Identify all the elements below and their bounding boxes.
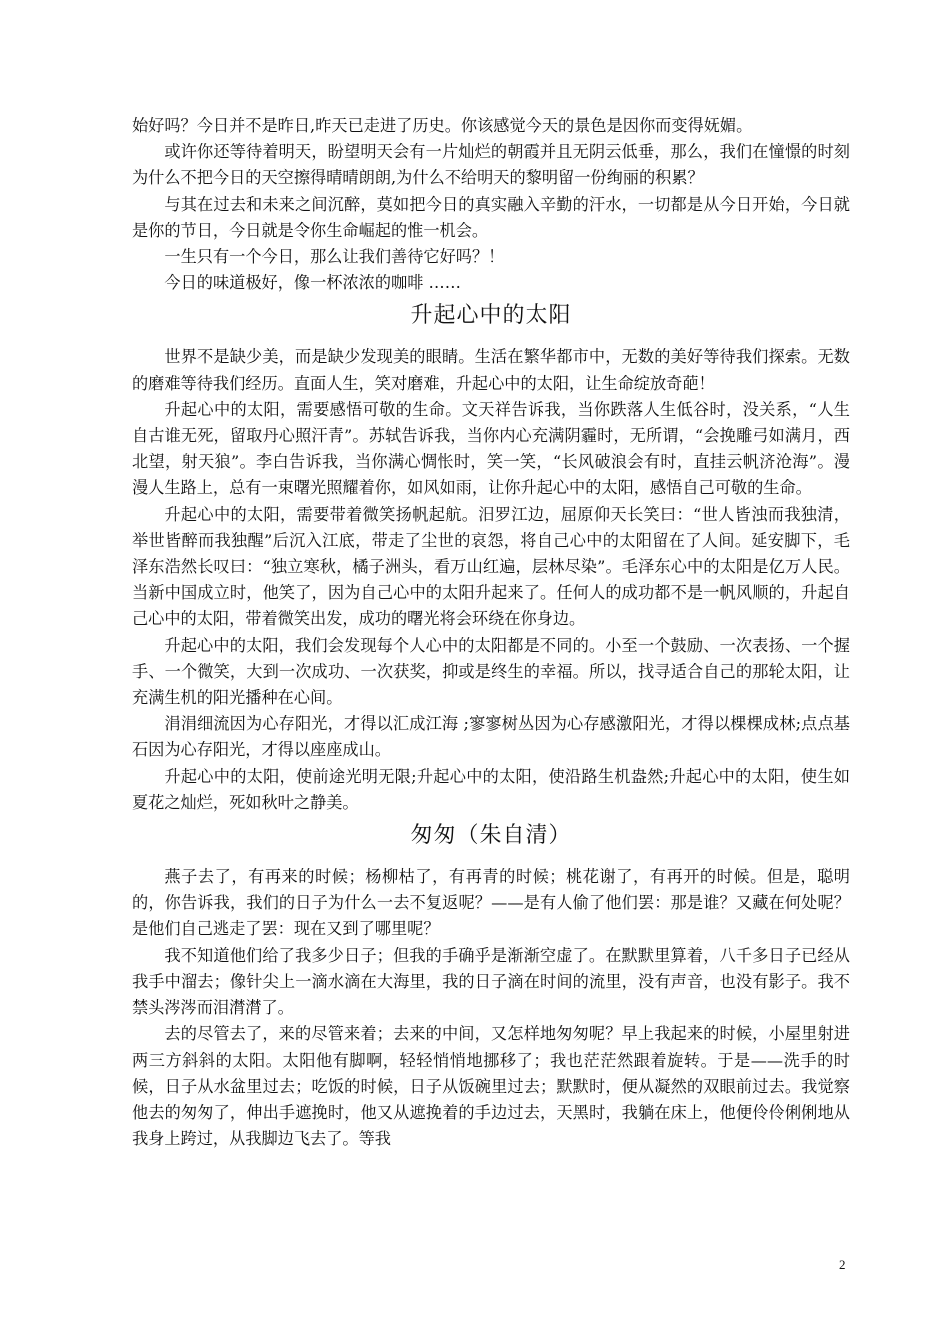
sun-paragraph-6: 升起心中的太阳，使前途光明无限;升起心中的太阳，使沿路生机盎然;升起心中的太阳，使生如夏花之灿烂，死如秋叶之静美。 bbox=[132, 766, 850, 812]
intro-paragraph-5: 今日的味道极好，像一杯浓浓的咖啡 …… bbox=[164, 273, 461, 293]
congcong-paragraph-2: 我不知道他们给了我多少日子；但我的手确乎是渐渐空虚了。在默默里算着，八千多日子已经从我手中溜去；像针尖上一滴水滴在大海里，我的日子滴在时间的流里，没有声音，也没有影子。我不禁头涔涔而泪潸潸了。 bbox=[132, 945, 850, 1018]
congcong-paragraph-1: 燕子去了，有再来的时候；杨柳枯了，有再青的时候；桃花谢了，有再开的时候。但是，聪明的，你告诉我，我们的日子为什么一去不复返呢？——是有人偷了他们罢：那是谁？又藏在何处呢？是他们自己逃走了罢：现在又到了哪里呢？ bbox=[132, 867, 850, 939]
page-number: 2 bbox=[839, 1257, 846, 1272]
congcong-paragraph-3: 去的尽管去了，来的尽管来着；去来的中间，又怎样地匆匆呢？早上我起来的时候，小屋里射进两三方斜斜的太阳。太阳他有脚啊，轻轻悄悄地挪移了；我也茫茫然跟着旋转。于是——洗手的时候，日子从水盆里过去；吃饭的时候，日子从饭碗里过去；默默时，便从凝然的双眼前过去。我觉察他去的匆匆了，伸出手遮挽时，他又从遮挽着的手边过去，天黑时，我躺在床上，他便伶伶俐俐地从我身上跨过，从我脚边飞去了。等我 bbox=[132, 1024, 850, 1149]
sun-paragraph-5: 涓涓细流因为心存阳光，才得以汇成江海 ;寥寥树丛因为心存感激阳光，才得以棵棵成林;点点基石因为心存阳光，才得以座座成山。 bbox=[132, 714, 850, 760]
sun-paragraph-3: 升起心中的太阳，需要带着微笑扬帆起航。汨罗江边，屈原仰天长笑曰：“世人皆浊而我独清，举世皆醉而我独醒”后沉入江底，带走了尘世的哀怨，将自己心中的太阳留在了人间。延安脚下，毛泽东浩然长叹曰：“独立寒秋，橘子洲头，看万山红遍，层林尽染”。毛泽东心中的太阳是亿万人民。当新中国成立时，他笑了，因为自己心中的太阳升起来了。任何人的成功都不是一帆风顺的，升起自己心中的太阳，带着微笑出发，成功的曙光将会环绕在你身边。 bbox=[132, 504, 850, 629]
sun-paragraph-2: 升起心中的太阳，需要感悟可敬的生命。文天祥告诉我，当你跌落人生低谷时，没关系，“人生自古谁无死，留取丹心照汗青”。苏轼告诉我，当你内心充满阴霾时，无所谓，“会挽雕弓如满月，西北望，射天狼”。李白告诉我，当你满心惆怅时，笑一笑，“长风破浪会有时，直挂云帆济沧海”。漫漫人生路上，总有一束曙光照耀着你，如风如雨，让你升起心中的太阳，感悟自己可敬的生命。 bbox=[132, 399, 850, 498]
sun-paragraph-4: 升起心中的太阳，我们会发现每个人心中的太阳都是不同的。小至一个鼓励、一次表扬、一个握手、一个微笑，大到一次成功、一次获奖，抑或是终生的幸福。所以，找寻适合自己的那轮太阳，让充满生机的阳光播种在心间。 bbox=[132, 635, 850, 708]
sun-paragraph-1: 世界不是缺少美，而是缺少发现美的眼睛。生活在繁华都市中，无数的美好等待我们探索。无数的磨难等待我们经历。直面人生，笑对磨难，升起心中的太阳，让生命绽放奇葩！ bbox=[132, 347, 850, 393]
intro-paragraph-3: 与其在过去和未来之间沉醉，莫如把今日的真实融入辛勤的汗水，一切都是从今日开始，今日就是你的节日，今日就是令你生命崛起的惟一机会。 bbox=[132, 194, 850, 240]
section-title-sun: 升起心中的太阳 bbox=[410, 303, 572, 329]
section-title-congcong: 匆匆（朱自清） bbox=[410, 823, 572, 849]
intro-paragraph-4: 一生只有一个今日，那么让我们善待它好吗？！ bbox=[164, 247, 505, 267]
intro-paragraph-1: 始好吗？今日并不是昨日,昨天已走进了历史。你该感觉今天的景色是因你而变得妩媚。 bbox=[132, 116, 753, 135]
page-body bbox=[132, 113, 850, 1152]
intro-paragraph-2: 或许你还等待着明天，盼望明天会有一片灿烂的朝霞并且无阴云低垂，那么，我们在憧憬的时刻为什么不把今日的天空擦得晴晴朗朗,为什么不给明天的黎明留一份绚丽的积累？ bbox=[132, 142, 850, 188]
